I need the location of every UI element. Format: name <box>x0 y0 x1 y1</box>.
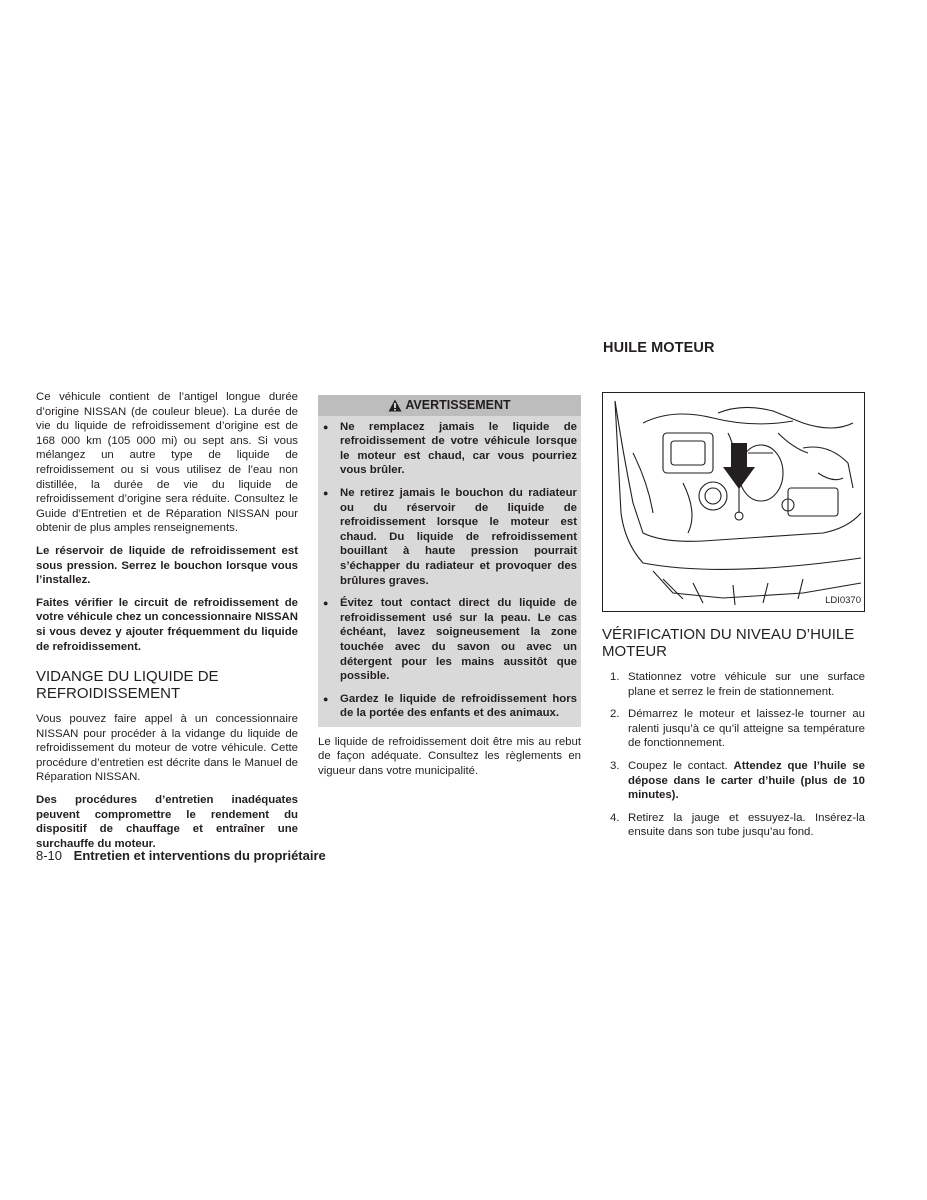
oil-level-check-heading: VÉRIFICATION DU NIVEAU D’HUILE MOTEUR <box>602 626 855 660</box>
step-text: Démarrez le moteur et laissez-le tourner au ralenti jusqu’à ce qu’il atteigne sa température de fonctionnement. <box>628 708 865 750</box>
warning-triangle-icon <box>388 399 402 412</box>
warning-list <box>318 416 581 727</box>
reservoir-pressure-paragraph: Le réservoir de liquide de refroidissement est sous pression. Serrez le bouchon lorsque vous l’installez. <box>36 544 298 587</box>
oil-check-steps <box>602 670 865 840</box>
step-number: 4. <box>610 811 620 824</box>
step-text: Coupez le contact. <box>628 759 734 772</box>
coolant-disposal-paragraph: Le liquide de refroidissement doit être mis au rebut de façon adéquate. Consultez les règlements en vigueur dans votre municipalité. <box>318 735 581 778</box>
warning-item: ● Ne retirez jamais le bouchon du radiateur ou du réservoir de liquide de refroidissement lorsque le moteur est chaud. Du liquide de refroidissement bouillant à haute pression pourrait s’échapper du radiateur et provoquer des brûlures graves. <box>322 486 577 588</box>
footer-title: Entretien et interventions du propriétaire <box>73 848 326 863</box>
list-item <box>610 759 865 803</box>
step-number: 3. <box>610 759 620 772</box>
step-bold-text: Attendez que l’huile se dépose dans le carter d’huile (plus de 10 minutes). <box>628 759 865 802</box>
figure-caption: LDI0370 <box>825 595 861 607</box>
step-number: 2. <box>610 708 620 721</box>
coolant-drain-heading: VIDANGE DU LIQUIDE DE REFROIDISSEMENT <box>36 668 219 703</box>
section-title: HUILE MOTEUR <box>603 340 715 356</box>
warning-item: ● Évitez tout contact direct du liquide de refroidissement usé sur la peau. Le cas échéant, lavez soigneusement la zone touchée avec du savon ou avec un détergent pour les mains aussitôt que possible. <box>322 596 577 684</box>
page-number: 8-10 <box>36 848 63 863</box>
cooling-circuit-check-paragraph: Faites vérifier le circuit de refroidissement de votre véhicule chez un concessionnaire NISSAN si vous devez y ajouter fréquemment du liquide de refroidissement. <box>36 596 298 653</box>
right-column <box>602 392 865 848</box>
engine-bay-figure <box>602 392 865 612</box>
dipstick-arrow-icon <box>723 443 755 489</box>
coolant-drain-paragraph: Vous pouvez faire appel à un concessionnaire NISSAN pour procéder à la vidange du liquide de refroidissement du moteur de votre véhicule. Cette procédure d’entretien est décrite dans le Manuel de Réparation NISSAN. <box>36 713 298 784</box>
warning-item: ● Gardez le liquide de refroidissement hors de la portée des enfants et des animaux. <box>322 692 577 721</box>
coolant-life-paragraph: Ce véhicule contient de l’antigel longue durée d’origine NISSAN (de couleur bleue). La durée de vie du liquide de refroidissement d’origine est de 168 000 km (105 000 mi) ou sept ans. Si vous mélangez un autre type de liquide de refroidissement ou si vous utilisez de l’eau non distillée, la durée de vie du liquide de refroidissement d’origine sera réduite. Consultez le Guide d’Entretien et de Réparation NISSAN pour obtenir de plus amples renseignements. <box>36 391 298 535</box>
step-text: Stationnez votre véhicule sur une surface plane et serrez le frein de stationnement. <box>628 671 865 698</box>
warning-box <box>318 395 581 727</box>
warning-title-text: AVERTISSEMENT <box>405 398 511 412</box>
left-column <box>36 390 298 859</box>
middle-column <box>318 395 581 787</box>
list-item <box>610 670 865 699</box>
list-item <box>610 707 865 751</box>
list-item <box>610 811 865 840</box>
warning-title <box>318 395 581 416</box>
warning-item: ● Ne remplacez jamais le liquide de refroidissement de votre véhicule lorsque le moteur est chaud, car vous pourriez vous brûler. <box>322 420 577 478</box>
improper-maintenance-paragraph: Des procédures d’entretien inadéquates peuvent compromettre le rendement du dispositif de chauffage et entraîner une surchauffe du moteur. <box>36 794 298 850</box>
step-number: 1. <box>610 671 620 683</box>
step-text: Retirez la jauge et essuyez-la. Insérez-la ensuite dans son tube jusqu’au fond. <box>628 811 865 839</box>
engine-bay-illustration <box>603 393 864 611</box>
page-footer <box>36 848 326 863</box>
